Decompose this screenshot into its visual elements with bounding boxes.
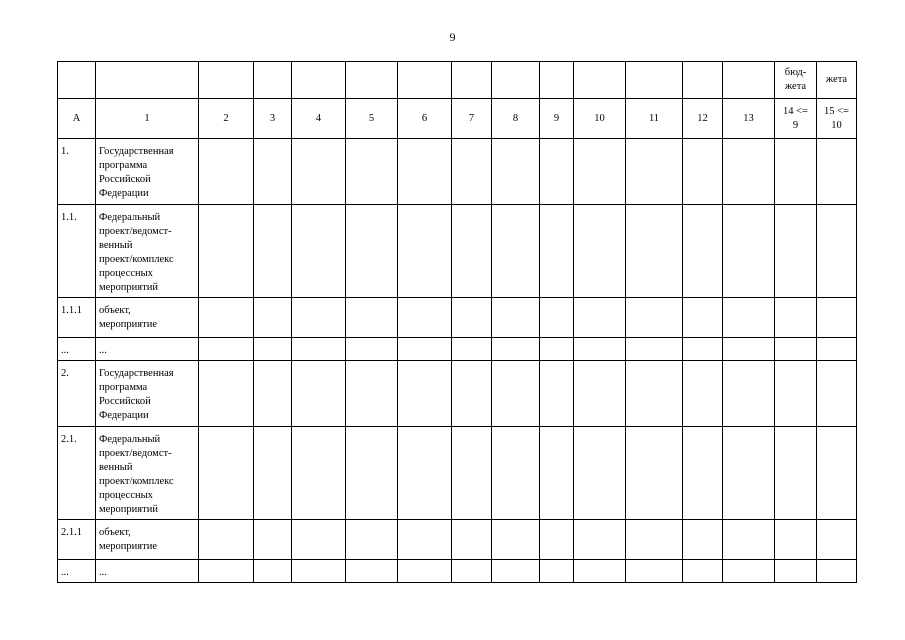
column-number-cell-10: 10 xyxy=(574,99,626,139)
empty-cell xyxy=(199,520,254,560)
empty-cell xyxy=(540,361,574,427)
row-name: ... xyxy=(96,560,199,583)
budget-table xyxy=(57,61,857,583)
empty-cell xyxy=(626,338,683,361)
empty-cell xyxy=(817,338,857,361)
empty-cell xyxy=(574,560,626,583)
column-number-cell-2: 2 xyxy=(199,99,254,139)
header-cell-8 xyxy=(492,62,540,99)
empty-cell xyxy=(683,338,723,361)
empty-cell xyxy=(626,298,683,338)
header-cell-14: бюд- жета xyxy=(775,62,817,99)
empty-cell xyxy=(254,205,292,298)
empty-cell xyxy=(346,338,398,361)
empty-cell xyxy=(626,520,683,560)
empty-cell xyxy=(683,361,723,427)
empty-cell xyxy=(292,520,346,560)
empty-cell xyxy=(574,361,626,427)
empty-cell xyxy=(254,298,292,338)
row-name: Федеральный проект/ведомст- венный проект/комплекс процессных мероприятий xyxy=(96,427,199,520)
column-number-cell-6: 6 xyxy=(398,99,452,139)
empty-cell xyxy=(817,520,857,560)
empty-cell xyxy=(398,560,452,583)
empty-cell xyxy=(492,205,540,298)
empty-cell xyxy=(775,560,817,583)
empty-cell xyxy=(292,205,346,298)
empty-cell xyxy=(540,298,574,338)
column-number-cell-11: 11 xyxy=(626,99,683,139)
empty-cell xyxy=(492,298,540,338)
empty-cell xyxy=(292,427,346,520)
empty-cell xyxy=(775,520,817,560)
empty-cell xyxy=(199,560,254,583)
column-number-cell-15: 15 <= 10 xyxy=(817,99,857,139)
empty-cell xyxy=(346,361,398,427)
row-name: Федеральный проект/ведомст- венный проект/комплекс процессных мероприятий xyxy=(96,205,199,298)
page-number: 9 xyxy=(449,30,456,44)
row-code: 1.1.1 xyxy=(58,298,96,338)
empty-cell xyxy=(574,139,626,205)
empty-cell xyxy=(723,427,775,520)
empty-cell xyxy=(292,361,346,427)
empty-cell xyxy=(817,361,857,427)
empty-cell xyxy=(292,338,346,361)
column-number-cell-14: 14 <= 9 xyxy=(775,99,817,139)
empty-cell xyxy=(817,298,857,338)
row-code: 2.1. xyxy=(58,427,96,520)
empty-cell xyxy=(817,427,857,520)
empty-cell xyxy=(398,427,452,520)
table-row xyxy=(58,560,857,583)
empty-cell xyxy=(452,560,492,583)
empty-cell xyxy=(492,338,540,361)
column-number-cell-7: 7 xyxy=(452,99,492,139)
empty-cell xyxy=(398,361,452,427)
header-cell-4 xyxy=(292,62,346,99)
empty-cell xyxy=(452,427,492,520)
column-number-cell-12: 12 xyxy=(683,99,723,139)
header-cell-7 xyxy=(452,62,492,99)
empty-cell xyxy=(683,298,723,338)
empty-cell xyxy=(817,560,857,583)
empty-cell xyxy=(683,427,723,520)
empty-cell xyxy=(574,520,626,560)
empty-cell xyxy=(626,139,683,205)
empty-cell xyxy=(626,560,683,583)
empty-cell xyxy=(540,560,574,583)
empty-cell xyxy=(199,338,254,361)
empty-cell xyxy=(346,139,398,205)
column-number-cell-1: 1 xyxy=(96,99,199,139)
header-cell-3 xyxy=(254,62,292,99)
empty-cell xyxy=(452,139,492,205)
header-cell-1 xyxy=(96,62,199,99)
column-number-cell-9: 9 xyxy=(540,99,574,139)
header-cell-0 xyxy=(58,62,96,99)
column-number-cell-8: 8 xyxy=(492,99,540,139)
empty-cell xyxy=(817,205,857,298)
header-cell-10 xyxy=(574,62,626,99)
empty-cell xyxy=(346,520,398,560)
column-number-cell-4: 4 xyxy=(292,99,346,139)
header-cell-15: жета xyxy=(817,62,857,99)
empty-cell xyxy=(775,338,817,361)
empty-cell xyxy=(254,361,292,427)
empty-cell xyxy=(683,520,723,560)
empty-cell xyxy=(346,298,398,338)
empty-cell xyxy=(540,338,574,361)
empty-cell xyxy=(398,338,452,361)
empty-cell xyxy=(254,520,292,560)
empty-cell xyxy=(540,427,574,520)
header-cell-5 xyxy=(346,62,398,99)
empty-cell xyxy=(254,427,292,520)
column-number-cell-0: А xyxy=(58,99,96,139)
empty-cell xyxy=(626,205,683,298)
empty-cell xyxy=(574,338,626,361)
empty-cell xyxy=(254,338,292,361)
header-cell-9 xyxy=(540,62,574,99)
empty-cell xyxy=(540,205,574,298)
table-row xyxy=(58,298,857,338)
table-row xyxy=(58,361,857,427)
empty-cell xyxy=(723,560,775,583)
empty-cell xyxy=(452,361,492,427)
empty-cell xyxy=(723,139,775,205)
empty-cell xyxy=(492,139,540,205)
empty-cell xyxy=(775,298,817,338)
column-number-cell-13: 13 xyxy=(723,99,775,139)
row-code: 1.1. xyxy=(58,205,96,298)
empty-cell xyxy=(492,361,540,427)
row-code: 2.1.1 xyxy=(58,520,96,560)
empty-cell xyxy=(574,298,626,338)
empty-cell xyxy=(292,139,346,205)
empty-cell xyxy=(346,560,398,583)
table-row xyxy=(58,338,857,361)
empty-cell xyxy=(452,298,492,338)
row-code: 1. xyxy=(58,139,96,205)
row-name: Государственная программа Российской Федерации xyxy=(96,361,199,427)
empty-cell xyxy=(398,205,452,298)
empty-cell xyxy=(775,427,817,520)
empty-cell xyxy=(346,205,398,298)
row-name: объект, мероприятие xyxy=(96,520,199,560)
empty-cell xyxy=(398,520,452,560)
row-name: объект, мероприятие xyxy=(96,298,199,338)
table-row xyxy=(58,427,857,520)
empty-cell xyxy=(492,560,540,583)
empty-cell xyxy=(775,139,817,205)
table-row xyxy=(58,139,857,205)
empty-cell xyxy=(775,205,817,298)
empty-cell xyxy=(817,139,857,205)
row-name: Государственная программа Российской Федерации xyxy=(96,139,199,205)
empty-cell xyxy=(626,361,683,427)
empty-cell xyxy=(492,427,540,520)
empty-cell xyxy=(199,427,254,520)
empty-cell xyxy=(398,139,452,205)
empty-cell xyxy=(199,361,254,427)
empty-cell xyxy=(452,205,492,298)
empty-cell xyxy=(540,520,574,560)
empty-cell xyxy=(683,205,723,298)
header-cell-2 xyxy=(199,62,254,99)
empty-cell xyxy=(723,520,775,560)
empty-cell xyxy=(626,427,683,520)
empty-cell xyxy=(723,361,775,427)
empty-cell xyxy=(199,139,254,205)
empty-cell xyxy=(723,298,775,338)
empty-cell xyxy=(723,338,775,361)
empty-cell xyxy=(574,427,626,520)
empty-cell xyxy=(346,427,398,520)
empty-cell xyxy=(398,298,452,338)
header-cell-13 xyxy=(723,62,775,99)
empty-cell xyxy=(254,139,292,205)
empty-cell xyxy=(199,298,254,338)
table-row xyxy=(58,205,857,298)
empty-cell xyxy=(723,205,775,298)
header-cell-12 xyxy=(683,62,723,99)
row-name: ... xyxy=(96,338,199,361)
empty-cell xyxy=(492,520,540,560)
column-number-cell-3: 3 xyxy=(254,99,292,139)
empty-cell xyxy=(292,298,346,338)
empty-cell xyxy=(683,560,723,583)
table-row xyxy=(58,520,857,560)
empty-cell xyxy=(683,139,723,205)
header-cell-6 xyxy=(398,62,452,99)
empty-cell xyxy=(452,338,492,361)
empty-cell xyxy=(254,560,292,583)
column-number-cell-5: 5 xyxy=(346,99,398,139)
empty-cell xyxy=(452,520,492,560)
empty-cell xyxy=(199,205,254,298)
column-number-row xyxy=(58,99,857,139)
row-code: 2. xyxy=(58,361,96,427)
row-code: ... xyxy=(58,560,96,583)
header-row xyxy=(58,62,857,99)
empty-cell xyxy=(574,205,626,298)
empty-cell xyxy=(775,361,817,427)
row-code: ... xyxy=(58,338,96,361)
empty-cell xyxy=(292,560,346,583)
header-cell-11 xyxy=(626,62,683,99)
empty-cell xyxy=(540,139,574,205)
